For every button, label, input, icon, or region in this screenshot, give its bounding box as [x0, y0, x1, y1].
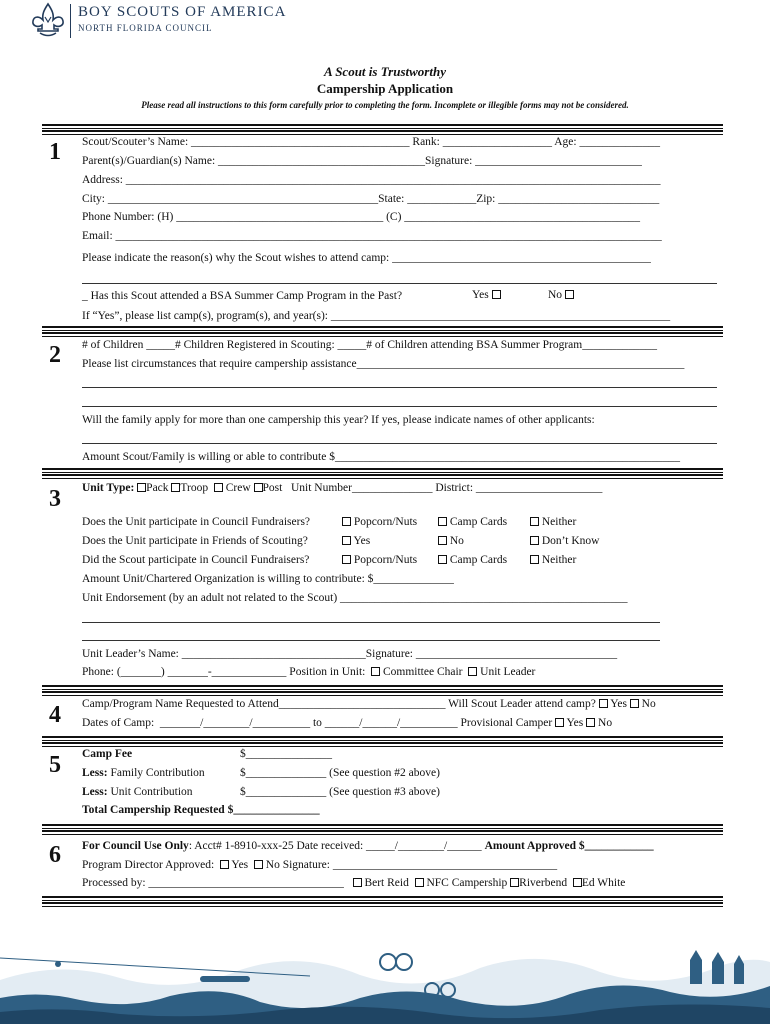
- scout-fundraiser-question: Did the Scout participate in Council Fundraisers?: [82, 554, 310, 566]
- bsa-fleur-de-lis-logo: [30, 2, 66, 40]
- checkbox-icon[interactable]: [468, 667, 477, 676]
- checkbox-icon[interactable]: [510, 878, 519, 887]
- scout-name-field[interactable]: Scout/Scouter’s Name: ______________________________________ Rank: ___________________ Age: ______________: [82, 136, 660, 148]
- section-number: 4: [49, 702, 61, 728]
- section-rule: [42, 124, 723, 129]
- leader-phone-field[interactable]: Phone: (_______) _______-_____________ Position in Unit:: [82, 666, 366, 678]
- reason-field[interactable]: Please indicate the reason(s) why the Scout wishes to attend camp: _____________________________________________: [82, 252, 651, 264]
- camp-fee-label: [82, 748, 132, 760]
- camp-fee-field[interactable]: $_______________: [240, 748, 332, 760]
- camp-cards-label: Camp Cards: [449, 516, 508, 528]
- less-label: Less:: [82, 786, 108, 798]
- section-number: 6: [49, 842, 61, 868]
- camp-fee-text: Camp Fee: [82, 748, 133, 760]
- section-rule: [42, 130, 723, 135]
- family-contribution-label: [82, 767, 205, 779]
- circumstances-blank-line[interactable]: [82, 387, 717, 388]
- unit-leader-field[interactable]: Unit Leader’s Name: ________________________________Signature: ___________________________________: [82, 648, 618, 660]
- org-name: BOY SCOUTS OF AMERICA: [78, 4, 287, 20]
- camp-program-row: [82, 698, 656, 710]
- family-contribution-amount[interactable]: $______________ (See question #2 above): [240, 767, 440, 779]
- checkbox-icon[interactable]: [137, 483, 146, 492]
- checkbox-icon[interactable]: [438, 517, 447, 526]
- email-field[interactable]: Email: _______________________________________________________________________________________________: [82, 230, 662, 242]
- camp-program-field[interactable]: Camp/Program Name Requested to Attend_____________________________ Will Scout Leader attend camp?: [82, 698, 596, 710]
- section-rule: [42, 902, 723, 907]
- option-camp-cards[interactable]: [438, 554, 507, 566]
- troop-label: Troop: [180, 482, 209, 494]
- parent-name-field[interactable]: Parent(s)/Guardian(s) Name: ____________________________________Signature: _____________________________: [82, 155, 642, 167]
- yes-label: Yes: [231, 859, 249, 871]
- family-contribution-field[interactable]: Amount Scout/Family is willing or able to contribute $____________________________________________________________: [82, 451, 680, 463]
- section-rule: [42, 824, 723, 829]
- other-applicants-blank-line[interactable]: [82, 443, 717, 444]
- section-rule: [42, 830, 723, 835]
- camps-list-field[interactable]: If “Yes”, please list camp(s), program(s), and year(s): ___________________________________________________________: [82, 310, 671, 322]
- director-approved-label: Program Director Approved:: [82, 859, 215, 871]
- section-rule: [42, 896, 723, 901]
- unit-contribution-field[interactable]: Amount Unit/Chartered Organization is willing to contribute: $______________: [82, 573, 454, 585]
- neither-label: Neither: [541, 516, 577, 528]
- title-block: [0, 64, 770, 110]
- unit-endorsement-field[interactable]: Unit Endorsement (by an adult not related to the Scout) __________________________________________________: [82, 592, 628, 604]
- checkbox-icon[interactable]: [371, 667, 380, 676]
- council-name: NORTH FLORIDA COUNCIL: [78, 23, 213, 33]
- checkbox-icon[interactable]: [353, 878, 362, 887]
- address-field[interactable]: Address: _____________________________________________________________________________________________: [82, 174, 661, 186]
- section-number: 1: [49, 139, 61, 165]
- unit-leader-label: Unit Leader: [480, 666, 536, 678]
- riverbend-label: Riverbend: [519, 877, 568, 889]
- total-requested[interactable]: [82, 804, 320, 816]
- children-counts-field[interactable]: # of Children _____# Children Registered in Scouting: _____# of Children attending BSA Summer Program_____________: [82, 339, 657, 351]
- option-neither[interactable]: [530, 516, 576, 528]
- city-state-zip-field[interactable]: City: _______________________________________________State: ____________Zip: ____________________________: [82, 193, 660, 205]
- instructions: Please read all instructions to this form carefully prior to completing the form. Incomplete or illegible forms may not be considered.: [141, 100, 629, 110]
- section-number: 2: [49, 342, 61, 368]
- committee-chair-label: Committee Chair: [382, 666, 463, 678]
- total-requested-text: Total Campership Requested $_______________: [82, 804, 320, 816]
- less-label: Less:: [82, 767, 108, 779]
- reason-blank-line[interactable]: [82, 283, 717, 284]
- bert-reid-label: Bert Reid: [364, 877, 409, 889]
- checkbox-icon[interactable]: [573, 878, 582, 887]
- ed-white-label: Ed White: [581, 877, 626, 889]
- yes-label: Yes: [610, 698, 627, 710]
- unit-number-district-field[interactable]: Unit Number______________ District: ______________________: [290, 482, 603, 494]
- processed-by-row: [82, 877, 625, 889]
- neither-label: Neither: [541, 554, 577, 566]
- no-label: No: [548, 289, 563, 301]
- nfc-campership-label: NFC Campership: [426, 877, 508, 889]
- camp-cards-label: Camp Cards: [449, 554, 508, 566]
- checkbox-icon[interactable]: [530, 536, 539, 545]
- processed-by-field[interactable]: Processed by: __________________________________: [82, 877, 344, 889]
- other-applicants-question: Will the family apply for more than one campership this year? If yes, please indicate names of other applicants:: [82, 414, 595, 426]
- checkbox-icon[interactable]: [342, 536, 351, 545]
- form-title: Campership Application: [316, 81, 454, 96]
- circumstances-blank-line[interactable]: [82, 406, 717, 407]
- option-neither[interactable]: [530, 554, 576, 566]
- outdoor-scenery-illustration: [0, 940, 770, 1024]
- checkbox-icon[interactable]: [342, 517, 351, 526]
- no-label: No: [641, 698, 656, 710]
- option-camp-cards[interactable]: [438, 516, 507, 528]
- unit-contribution-amount[interactable]: $______________ (See question #3 above): [240, 786, 440, 798]
- acct-date-field[interactable]: : Acct# 1-8910-xxx-25 Date received: _____/________/______: [188, 840, 482, 852]
- unit-contribution-text: Unit Contribution: [110, 786, 193, 798]
- checkbox-icon[interactable]: [565, 290, 574, 299]
- attended-question: _ Has this Scout attended a BSA Summer Camp Program in the Past?: [82, 290, 403, 302]
- no-signature-field[interactable]: No Signature: _______________________________________: [265, 859, 558, 871]
- director-approval-row: [82, 859, 557, 871]
- camp-dates-row: [82, 717, 612, 729]
- checkbox-icon[interactable]: [415, 878, 424, 887]
- council-use-row: [82, 840, 654, 852]
- brand-divider: [70, 4, 71, 38]
- amount-approved-field[interactable]: Amount Approved $____________: [484, 840, 654, 852]
- checkbox-icon[interactable]: [438, 536, 447, 545]
- option-dont-know[interactable]: [530, 535, 599, 547]
- unit-type-row: [82, 482, 602, 494]
- option-popcorn[interactable]: [342, 554, 417, 566]
- no-label: No: [449, 535, 464, 547]
- camp-dates-field[interactable]: Dates of Camp: _______/________/__________ to ______/______/__________ Provisional Camper: [82, 717, 553, 729]
- circumstances-field[interactable]: Please list circumstances that require campership assistance_________________________________________________________: [82, 358, 685, 370]
- yes-label: Yes: [353, 535, 371, 547]
- section-rule: [42, 468, 723, 473]
- fos-question: Does the Unit participate in Friends of Scouting?: [82, 535, 308, 547]
- section-rule: [42, 742, 723, 747]
- checkbox-icon[interactable]: [586, 718, 595, 727]
- phone-field[interactable]: Phone Number: (H) ____________________________________ (C) _________________________________________: [82, 211, 641, 223]
- motto: A Scout is Trustworthy: [324, 64, 446, 79]
- checkbox-icon[interactable]: [492, 290, 501, 299]
- unit-contribution-label: [82, 786, 193, 798]
- option-yes[interactable]: [342, 535, 370, 547]
- section-rule: [42, 474, 723, 479]
- checkbox-icon[interactable]: [530, 555, 539, 564]
- section-rule: [42, 691, 723, 696]
- phone-position-row: [82, 666, 535, 678]
- no-label: No: [598, 717, 613, 729]
- fundraiser-question: Does the Unit participate in Council Fundraisers?: [82, 516, 311, 528]
- header: [30, 0, 430, 44]
- checkbox-icon[interactable]: [599, 699, 608, 708]
- dont-know-label: Don’t Know: [541, 535, 600, 547]
- popcorn-label: Popcorn/Nuts: [353, 516, 418, 528]
- popcorn-label: Popcorn/Nuts: [353, 554, 418, 566]
- option-popcorn[interactable]: [342, 516, 417, 528]
- section-rule: [42, 326, 723, 331]
- post-label: Post: [262, 482, 283, 494]
- checkbox-icon[interactable]: [630, 699, 639, 708]
- endorsement-blank-line[interactable]: [82, 622, 660, 623]
- unit-type-label: Unit Type:: [82, 482, 135, 494]
- section-rule: [42, 736, 723, 741]
- pack-label: Pack: [146, 482, 169, 494]
- checkbox-icon[interactable]: [530, 517, 539, 526]
- option-no[interactable]: [438, 535, 464, 547]
- attended-yes-option[interactable]: [472, 289, 501, 301]
- endorsement-blank-line[interactable]: [82, 640, 660, 641]
- checkbox-icon[interactable]: [342, 555, 351, 564]
- section-number: 3: [49, 486, 61, 512]
- yes-label: Yes: [472, 289, 489, 301]
- yes-label: Yes: [566, 717, 584, 729]
- checkbox-icon[interactable]: [220, 860, 229, 869]
- checkbox-icon[interactable]: [438, 555, 447, 564]
- council-use-label: For Council Use Only: [82, 840, 189, 852]
- crew-label: Crew: [225, 482, 251, 494]
- section-rule: [42, 685, 723, 690]
- section-number: 5: [49, 752, 61, 778]
- attended-no-option[interactable]: [548, 289, 574, 301]
- checkbox-icon[interactable]: [555, 718, 564, 727]
- checkbox-icon[interactable]: [214, 483, 223, 492]
- family-contribution-text: Family Contribution: [110, 767, 205, 779]
- checkbox-icon[interactable]: [254, 860, 263, 869]
- section-rule: [42, 332, 723, 337]
- checkbox-icon[interactable]: [254, 483, 263, 492]
